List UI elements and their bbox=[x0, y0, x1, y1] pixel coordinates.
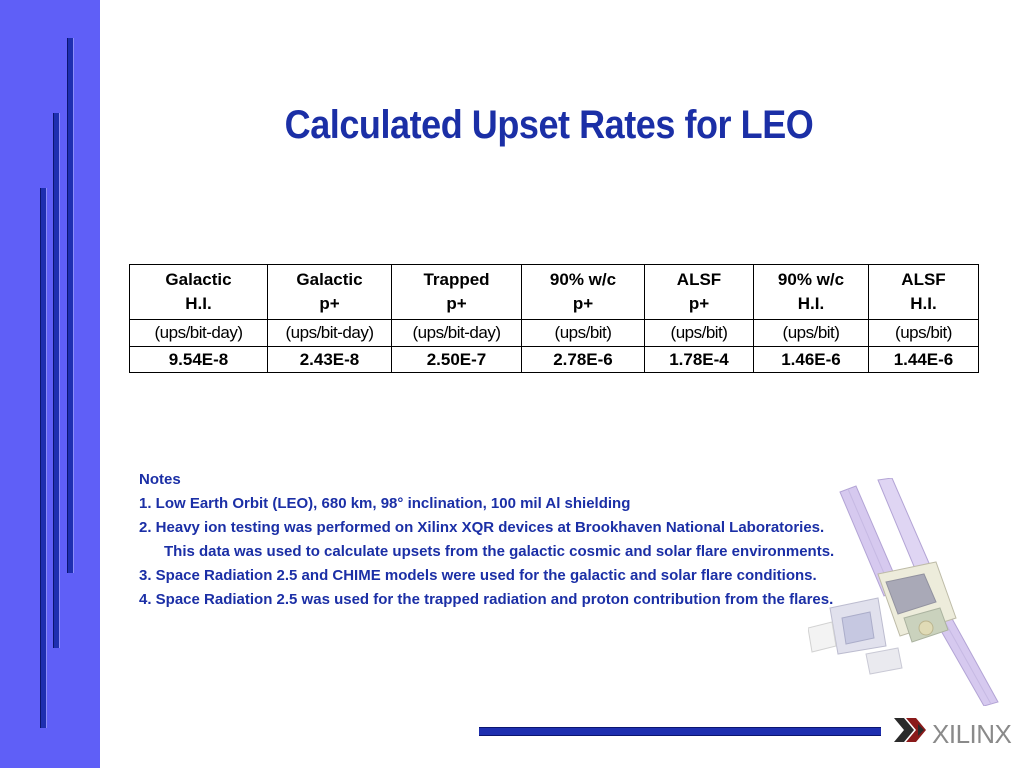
note-item: 3. Space Radiation 2.5 and CHIME models were used for the galactic and solar flare conditions. bbox=[139, 567, 817, 584]
unit-cell: (ups/bit) bbox=[869, 320, 979, 347]
notes-heading: Notes bbox=[139, 471, 181, 488]
left-decorative-band bbox=[0, 0, 100, 768]
xilinx-logo-text: XILINX bbox=[932, 719, 1012, 749]
note-item: 1. Low Earth Orbit (LEO), 680 km, 98° inclination, 100 mil Al shielding bbox=[139, 495, 631, 512]
vertical-bar-1 bbox=[67, 38, 74, 573]
unit-cell: (ups/bit-day) bbox=[268, 320, 392, 347]
header-cell: ALSF p+ bbox=[645, 265, 754, 320]
header-cell: ALSF H.I. bbox=[869, 265, 979, 320]
note-item-continuation: This data was used to calculate upsets from the galactic cosmic and solar flare environments. bbox=[164, 543, 835, 560]
table-units-row bbox=[130, 320, 979, 347]
upset-rates-table bbox=[129, 264, 979, 373]
footer-rule bbox=[479, 727, 881, 736]
header-cell: Trapped p+ bbox=[392, 265, 522, 320]
value-cell: 9.54E-8 bbox=[130, 347, 268, 373]
unit-cell: (ups/bit-day) bbox=[392, 320, 522, 347]
note-item: 2. Heavy ion testing was performed on Xilinx XQR devices at Brookhaven National Laboratories. bbox=[139, 519, 825, 536]
value-cell: 2.43E-8 bbox=[268, 347, 392, 373]
header-cell: Galactic H.I. bbox=[130, 265, 268, 320]
header-cell: 90% w/c p+ bbox=[522, 265, 645, 320]
value-cell: 2.78E-6 bbox=[522, 347, 645, 373]
table-header-row bbox=[130, 265, 979, 320]
value-cell: 1.78E-4 bbox=[645, 347, 754, 373]
value-cell: 1.44E-6 bbox=[869, 347, 979, 373]
vertical-bar-2 bbox=[53, 113, 60, 648]
unit-cell: (ups/bit) bbox=[522, 320, 645, 347]
vertical-bar-3 bbox=[40, 188, 47, 728]
header-cell: Galactic p+ bbox=[268, 265, 392, 320]
notes-section bbox=[139, 468, 939, 612]
value-cell: 1.46E-6 bbox=[754, 347, 869, 373]
value-cell: 2.50E-7 bbox=[392, 347, 522, 373]
header-cell: 90% w/c H.I. bbox=[754, 265, 869, 320]
table-values-row bbox=[130, 347, 979, 373]
slide-title: Calculated Upset Rates for LEO bbox=[284, 103, 814, 147]
unit-cell: (ups/bit-day) bbox=[130, 320, 268, 347]
unit-cell: (ups/bit) bbox=[754, 320, 869, 347]
unit-cell: (ups/bit) bbox=[645, 320, 754, 347]
note-item: 4. Space Radiation 2.5 was used for the trapped radiation and proton contribution from the flares. bbox=[139, 591, 834, 608]
